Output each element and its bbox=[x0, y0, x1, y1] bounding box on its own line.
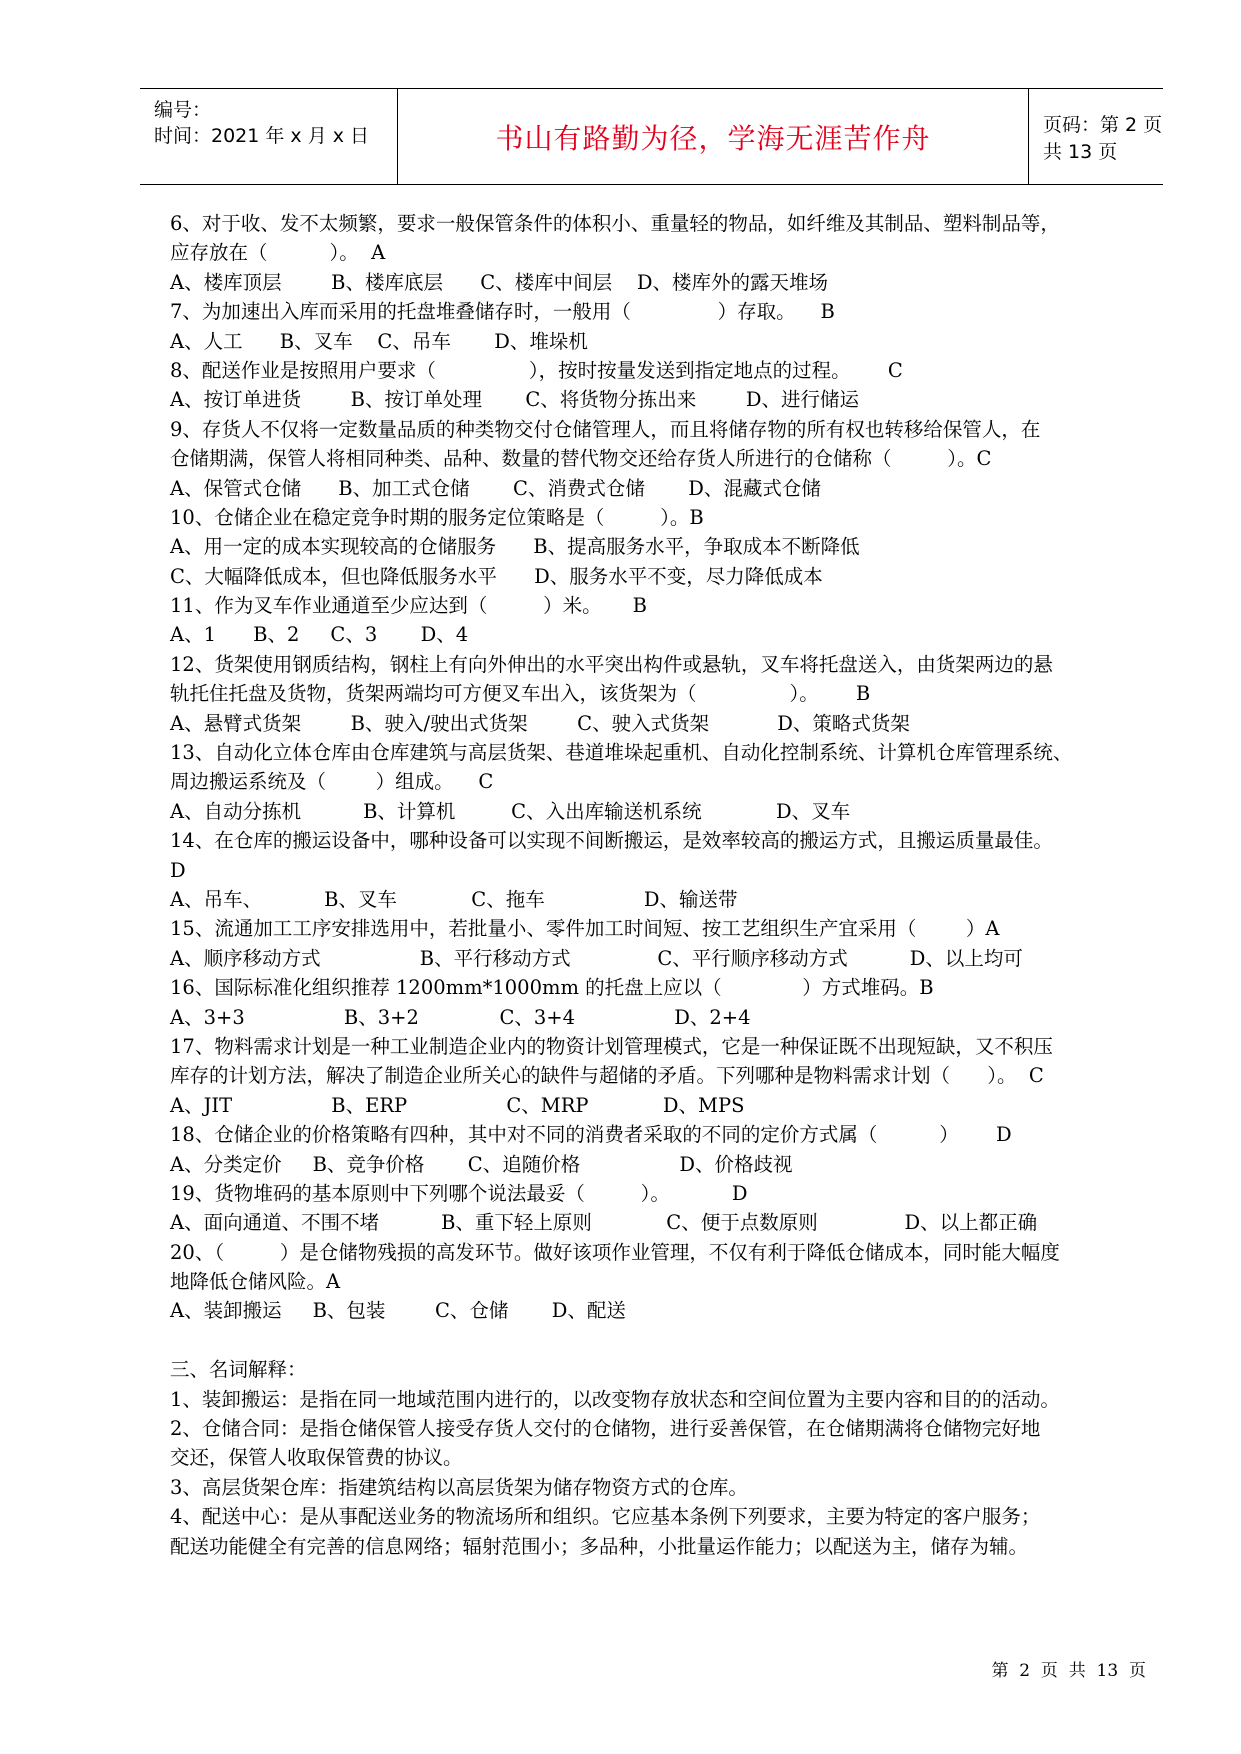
text-line: 库存的计划方法，解决了制造企业所关心的缺件与超储的矛盾。下列哪种是物料需求计划（ ）。 C bbox=[170, 1064, 1044, 1088]
document-body bbox=[170, 209, 1160, 1561]
number-label: 编号： bbox=[154, 99, 212, 121]
text-line: A、保管式仓储 B、加工式仓储 C、消费式仓储 D、混藏式仓储 bbox=[170, 476, 821, 500]
text-line: D bbox=[170, 858, 186, 882]
text-line: 10、仓储企业在稳定竞争时期的服务定位策略是（ ）。B bbox=[170, 505, 704, 529]
text-line: 13、自动化立体仓库由仓库建筑与高层货架、巷道堆垛起重机、自动化控制系统、计算机仓库管理系统、 bbox=[170, 741, 1073, 765]
time-label: 时间：2021 年 x 月 x 日 bbox=[154, 125, 370, 147]
text-line: 2、仓储合同：是指仓储保管人接受存货人交付的仓储物，进行妥善保管，在仓储期满将仓储物完好地 bbox=[170, 1417, 1041, 1441]
text-line bbox=[170, 1326, 1160, 1355]
text-line: 配送功能健全有完善的信息网络；辐射范围小；多品种，小批量运作能力；以配送为主，储存为辅。 bbox=[170, 1534, 1029, 1558]
text-line: 3、高层货架仓库：指建筑结构以高层货架为储存物资方式的仓库。 bbox=[170, 1475, 748, 1499]
text-line: 7、为加速出入库而采用的托盘堆叠储存时，一般用（ ）存取。 B bbox=[170, 300, 835, 324]
text-line: A、吊车、 B、叉车 C、拖车 D、输送带 bbox=[170, 887, 738, 911]
page-footer: 第 2 页 共 13 页 bbox=[991, 1661, 1146, 1681]
text-line: 20、（ ）是仓储物残损的高发环节。做好该项作业管理，不仅有利于降低仓储成本，同时能大幅度 bbox=[170, 1240, 1060, 1264]
text-line: 地降低仓储风险。A bbox=[170, 1270, 341, 1294]
text-line: 19、货物堆码的基本原则中下列哪个说法最妥（ ）。 D bbox=[170, 1181, 748, 1205]
text-line: 轨托住托盘及货物，货架两端均可方便叉车出入，该货架为（ ）。 B bbox=[170, 682, 871, 706]
text-line: 17、物料需求计划是一种工业制造企业内的物资计划管理模式，它是一种保证既不出现短缺，又不积压 bbox=[170, 1034, 1053, 1058]
text-line: A、用一定的成本实现较高的仓储服务 B、提高服务水平，争取成本不断降低 bbox=[170, 535, 860, 559]
text-line: A、面向通道、不围不堵 B、重下轻上原则 C、便于点数原则 D、以上都正确 bbox=[170, 1211, 1038, 1235]
page-header bbox=[140, 88, 1163, 185]
text-line: 应存放在（ ）。 A bbox=[170, 241, 386, 265]
text-line: A、顺序移动方式 B、平行移动方式 C、平行顺序移动方式 D、以上均可 bbox=[170, 946, 1023, 970]
text-line: A、按订单进货 B、按订单处理 C、将货物分拣出来 D、进行储运 bbox=[170, 388, 860, 412]
text-line: 18、仓储企业的价格策略有四种，其中对不同的消费者采取的不同的定价方式属（ ） D bbox=[170, 1123, 1012, 1147]
header-motto: 书山有路勤为径，学海无涯苦作舟 bbox=[397, 89, 1029, 184]
text-line: 8、配送作业是按照用户要求（ ），按时按量发送到指定地点的过程。 C bbox=[170, 358, 903, 382]
text-line: A、JIT B、ERP C、MRP D、MPS bbox=[170, 1093, 745, 1117]
text-line: A、自动分拣机 B、计算机 C、入出库输送机系统 D、叉车 bbox=[170, 799, 851, 823]
text-line: 交还，保管人收取保管费的协议。 bbox=[170, 1446, 463, 1470]
text-line: A、分类定价 B、竞争价格 C、追随价格 D、价格歧视 bbox=[170, 1152, 793, 1176]
text-line: A、3+3 B、3+2 C、3+4 D、2+4 bbox=[170, 1005, 751, 1029]
text-line: 11、作为叉车作业通道至少应达到（ ）米。 B bbox=[170, 594, 647, 618]
text-line: 12、货架使用钢质结构，钢柱上有向外伸出的水平突出构件或悬轨，叉车将托盘送入，由货架两边的悬 bbox=[170, 652, 1053, 676]
text-line: A、装卸搬运 B、包装 C、仓储 D、配送 bbox=[170, 1299, 626, 1323]
header-page-info: 页码：第 2 页 共 13 页 bbox=[1043, 113, 1163, 163]
text-line: 1、装卸搬运：是指在同一地域范围内进行的，以改变物存放状态和空间位置为主要内容和目的的活动。 bbox=[170, 1387, 1060, 1411]
text-line: 仓储期满，保管人将相同种类、品种、数量的替代物交还给存货人所进行的仓储称（ ）。C bbox=[170, 447, 992, 471]
text-line: 三、名词解释： bbox=[170, 1358, 307, 1382]
text-line: 周边搬运系统及（ ）组成。 C bbox=[170, 770, 494, 794]
text-line: 15、流通加工工序安排选用中，若批量小、零件加工时间短、按工艺组织生产宜采用（ ）A bbox=[170, 917, 1000, 941]
text-line: 6、对于收、发不太频繁，要求一般保管条件的体积小、重量轻的物品，如纤维及其制品、塑料制品等， bbox=[170, 212, 1060, 235]
text-line: A、楼库顶层 B、楼库底层 C、楼库中间层 D、楼库外的露天堆场 bbox=[170, 270, 829, 294]
text-line: A、人工 B、叉车 C、吊车 D、堆垛机 bbox=[170, 329, 588, 353]
header-left-cell bbox=[140, 89, 397, 184]
text-line: C、大幅降低成本，但也降低服务水平 D、服务水平不变，尽力降低成本 bbox=[170, 564, 823, 588]
text-line: 14、在仓库的搬运设备中，哪种设备可以实现不间断搬运，是效率较高的搬运方式，且搬运质量最佳。 bbox=[170, 829, 1053, 853]
text-line: 4、配送中心：是从事配送业务的物流场所和组织。它应基本条例下列要求，主要为特定的客户服务； bbox=[170, 1505, 1041, 1529]
text-line: A、1 B、2 C、3 D、4 bbox=[170, 623, 469, 647]
text-line: 16、国际标准化组织推荐 1200mm*1000mm 的托盘上应以（ ）方式堆码。B bbox=[170, 976, 934, 1000]
text-line: A、悬臂式货架 B、驶入/驶出式货架 C、驶入式货架 D、策略式货架 bbox=[170, 711, 910, 735]
text-line: 9、存货人不仅将一定数量品质的种类物交付仓储管理人，而且将储存物的所有权也转移给保管人，在 bbox=[170, 417, 1041, 441]
